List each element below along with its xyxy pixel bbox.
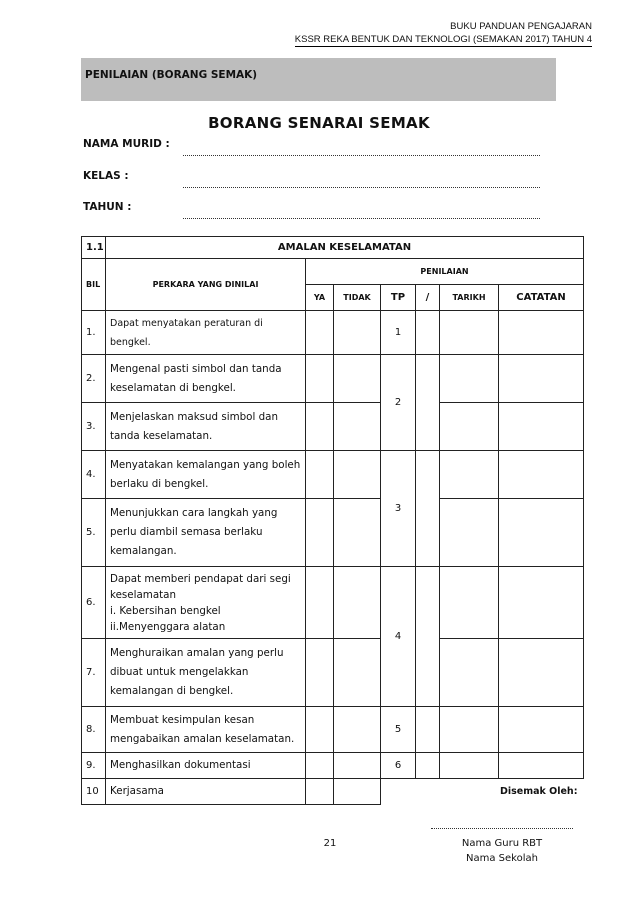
nama-murid-line — [183, 155, 540, 156]
col-tarikh: TARIKH — [440, 285, 499, 311]
kelas-label: KELAS : — [83, 170, 129, 182]
catatan-cell[interactable] — [499, 403, 584, 451]
tarikh-cell[interactable] — [440, 311, 499, 355]
catatan-cell[interactable] — [499, 639, 584, 707]
col-bil: BIL — [82, 259, 106, 311]
catatan-cell[interactable] — [499, 355, 584, 403]
tidak-cell[interactable] — [334, 753, 381, 779]
kelas-line — [183, 187, 540, 188]
tarikh-cell[interactable] — [440, 355, 499, 403]
row-text: Mengenal pasti simbol dan tanda keselamatan di bengkel. — [106, 355, 306, 403]
row-bil: 9. — [82, 753, 106, 779]
tick-cell[interactable] — [416, 567, 440, 707]
table-row — [82, 779, 584, 805]
table-row — [82, 753, 584, 779]
table-row — [82, 311, 584, 355]
checklist-table — [81, 236, 584, 805]
section-code: 1.1 — [82, 237, 106, 259]
catatan-cell[interactable] — [499, 707, 584, 753]
tick-cell[interactable] — [416, 355, 440, 451]
row-bil: 6. — [82, 567, 106, 639]
tidak-cell[interactable] — [334, 567, 381, 639]
header-line-2: KSSR REKA BENTUK DAN TEKNOLOGI (SEMAKAN 2017) TAHUN 4 — [294, 34, 592, 45]
ya-cell[interactable] — [306, 753, 334, 779]
tahun-line — [183, 218, 540, 219]
tidak-cell[interactable] — [334, 355, 381, 403]
row-text: Menyatakan kemalangan yang boleh berlaku di bengkel. — [106, 451, 306, 499]
table-row — [82, 499, 584, 567]
row-bil: 4. — [82, 451, 106, 499]
row-text: Menghuraikan amalan yang perlu dibuat untuk mengelakkan kemalangan di bengkel. — [106, 639, 306, 707]
row-text: Kerjasama — [106, 779, 306, 805]
ya-cell[interactable] — [306, 403, 334, 451]
catatan-cell[interactable] — [499, 311, 584, 355]
row-text: Membuat kesimpulan kesan mengabaikan amalan keselamatan. — [106, 707, 306, 753]
col-tidak: TIDAK — [334, 285, 381, 311]
table-row — [82, 567, 584, 639]
table-row — [82, 707, 584, 753]
section-band — [81, 58, 556, 101]
tick-cell[interactable] — [416, 311, 440, 355]
row-bil: 8. — [82, 707, 106, 753]
row-text-line: ii.Menyenggara alatan — [110, 620, 226, 633]
header-line-1: BUKU PANDUAN PENGAJARAN — [450, 21, 592, 32]
tp-value: 1 — [381, 311, 416, 355]
ya-cell[interactable] — [306, 779, 334, 805]
col-penilaian: PENILAIAN — [306, 259, 584, 285]
table-heading: AMALAN KESELAMATAN — [106, 237, 584, 259]
col-ya: YA — [306, 285, 334, 311]
disemak-label: Disemak Oleh: — [499, 786, 578, 798]
row-bil: 1. — [82, 311, 106, 355]
row-bil: 2. — [82, 355, 106, 403]
row-text-line: i. Kebersihan bengkel — [110, 604, 221, 617]
tarikh-cell[interactable] — [440, 639, 499, 707]
table-title-row — [82, 237, 584, 259]
table-row — [82, 403, 584, 451]
table-row — [82, 639, 584, 707]
school-name: Nama Sekolah — [466, 853, 538, 864]
catatan-cell[interactable] — [499, 499, 584, 567]
table-row — [82, 355, 584, 403]
tidak-cell[interactable] — [334, 779, 381, 805]
tarikh-cell[interactable] — [440, 451, 499, 499]
tp-value: 5 — [381, 707, 416, 753]
nama-murid-label: NAMA MURID : — [83, 138, 170, 150]
row-text: Dapat menyatakan peraturan di bengkel. — [106, 311, 306, 355]
row-bil: 3. — [82, 403, 106, 451]
tidak-cell[interactable] — [334, 311, 381, 355]
tick-cell[interactable] — [416, 753, 440, 779]
row-text: Menghasilkan dokumentasi — [106, 753, 306, 779]
ya-cell[interactable] — [306, 499, 334, 567]
tidak-cell[interactable] — [334, 451, 381, 499]
tarikh-cell[interactable] — [440, 707, 499, 753]
row-text — [106, 567, 306, 639]
table-row — [82, 451, 584, 499]
catatan-cell[interactable] — [499, 451, 584, 499]
tarikh-cell[interactable] — [440, 567, 499, 639]
tick-cell[interactable] — [416, 707, 440, 753]
tidak-cell[interactable] — [334, 403, 381, 451]
row-text: Menjelaskan maksud simbol dan tanda keselamatan. — [106, 403, 306, 451]
section-band-label: PENILAIAN (BORANG SEMAK) — [85, 69, 258, 81]
tidak-cell[interactable] — [334, 707, 381, 753]
row-bil: 7. — [82, 639, 106, 707]
signature-line — [431, 828, 573, 829]
page-number: 21 — [323, 838, 337, 849]
row-text-line: Dapat memberi pendapat dari segi keselamatan — [110, 572, 291, 601]
catatan-cell[interactable] — [499, 753, 584, 779]
tidak-cell[interactable] — [334, 499, 381, 567]
tarikh-cell[interactable] — [440, 403, 499, 451]
tahun-label: TAHUN : — [83, 201, 132, 213]
ya-cell[interactable] — [306, 355, 334, 403]
row-text: Menunjukkan cara langkah yang perlu diambil semasa berlaku kemalangan. — [106, 499, 306, 567]
col-slash: / — [416, 285, 440, 311]
tp-value: 3 — [381, 451, 416, 567]
tarikh-cell[interactable] — [440, 753, 499, 779]
ya-cell[interactable] — [306, 451, 334, 499]
ya-cell[interactable] — [306, 639, 334, 707]
row-bil: 5. — [82, 499, 106, 567]
ya-cell[interactable] — [306, 311, 334, 355]
col-catatan: CATATAN — [499, 285, 584, 311]
ya-cell[interactable] — [306, 707, 334, 753]
col-perkara: PERKARA YANG DINILAI — [106, 259, 306, 311]
tp-value: 4 — [381, 567, 416, 707]
col-tp: TP — [381, 285, 416, 311]
tidak-cell[interactable] — [334, 639, 381, 707]
page-title: BORANG SENARAI SEMAK — [208, 114, 430, 132]
tarikh-cell[interactable] — [440, 499, 499, 567]
tick-cell[interactable] — [416, 451, 440, 567]
teacher-name: Nama Guru RBT — [461, 838, 543, 849]
ya-cell[interactable] — [306, 567, 334, 639]
table-header-row — [82, 259, 584, 285]
tp-value: 2 — [381, 355, 416, 451]
catatan-cell[interactable] — [499, 567, 584, 639]
row-bil: 10 — [82, 779, 106, 805]
tp-value: 6 — [381, 753, 416, 779]
